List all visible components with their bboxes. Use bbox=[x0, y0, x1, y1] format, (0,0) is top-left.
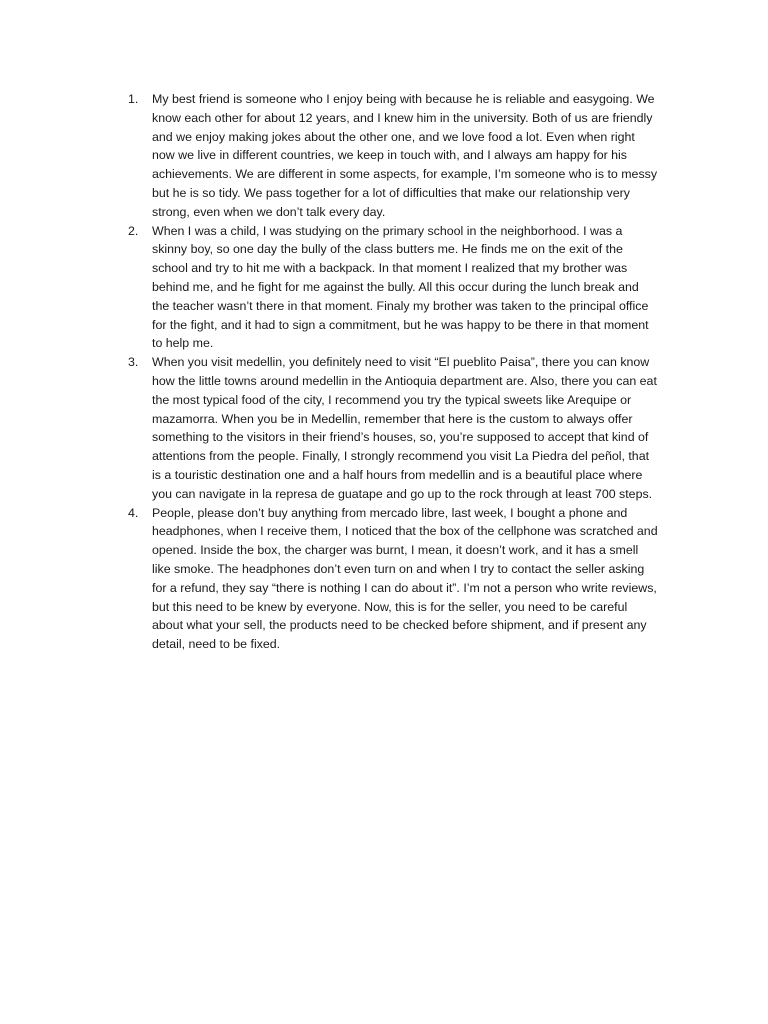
list-item bbox=[126, 353, 658, 503]
list-item bbox=[126, 90, 658, 222]
list-item-text: When you visit medellin, you definitely need to visit “El pueblito Paisa”, there you can know how the little towns around medellin in the Antioquia department are. Also, there you can eat the most typical food of the city, I recommend you try the typical sweets like Arequipe or mazamorra. When you be in Medellin, remember that here is the custom to always offer something to the visitors in their friend’s houses, so, you’re supposed to accept that kind of attentions from the people. Finally, I strongly recommend you visit La Piedra del peñol, that is a touristic destination one and a half hours from medellin and is a beautiful place where you can navigate in la represa de guatape and go up to the rock through at least 700 steps. bbox=[152, 355, 657, 501]
document-body bbox=[126, 90, 658, 654]
list-item bbox=[126, 504, 658, 654]
list-item-number: 2. bbox=[128, 223, 139, 238]
list-item bbox=[126, 222, 658, 354]
numbered-list bbox=[126, 90, 658, 654]
list-item-text: My best friend is someone who I enjoy being with because he is reliable and easygoing. We know each other for about 12 years, and I knew him in the university. Both of us are friendly and we enjoy making jokes about the other one, and we love food a lot. Even when right now we live in different countries, we keep in touch with, and I always am happy for his achievements. We are different in some aspects, for example, I’m someone who is to messy but he is so tidy. We pass together for a lot of difficulties that make our relationship very strong, even when we don’t talk every day. bbox=[152, 92, 658, 219]
list-item-number: 4. bbox=[128, 505, 139, 520]
list-item-number: 1. bbox=[128, 92, 139, 106]
list-item-text: People, please don’t buy anything from mercado libre, last week, I bought a phone and headphones, when I receive them, I noticed that the box of the cellphone was scratched and opened. Inside the box, the charger was burnt, I mean, it doesn’t work, and it has a smell like smoke. The headphones don’t even turn on and when I try to contact the seller asking for a refund, they say “there is nothing I can do about it”. I’m not a person who write reviews, but this need to be knew by everyone. Now, this is for the seller, you need to be careful about what your sell, the products need to be checked before shipment, and if present any detail, need to be fixed. bbox=[152, 505, 658, 652]
list-item-text: When I was a child, I was studying on the primary school in the neighborhood. I was a skinny boy, so one day the bully of the class butters me. He finds me on the exit of the school and try to hit me with a backpack. In that moment I realized that my brother was behind me, and he fight for me against the bully. All this occur during the lunch break and the teacher wasn’t there in that moment. Finaly my brother was taken to the principal office for the fight, and it had to sign a commitment, but he was happy to be there in that moment to help me. bbox=[152, 223, 649, 351]
list-item-number: 3. bbox=[128, 355, 139, 370]
